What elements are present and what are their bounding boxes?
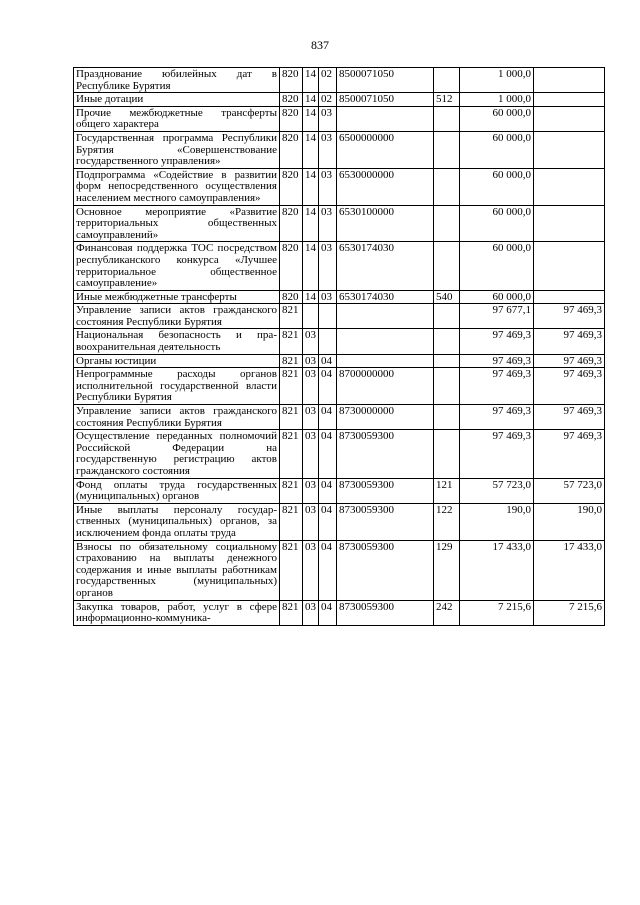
expense-type-cell: 122 bbox=[434, 503, 460, 540]
amount-first-cell: 1 000,0 bbox=[460, 68, 534, 93]
table-row bbox=[74, 131, 605, 168]
amount-second-cell: 97 469,3 bbox=[534, 329, 605, 354]
section-code-cell: 03 bbox=[303, 430, 319, 478]
ministry-code-cell: 821 bbox=[280, 354, 303, 368]
section-code-cell: 03 bbox=[303, 600, 319, 625]
expense-type-cell: 540 bbox=[434, 290, 460, 304]
target-article-cell: 8700000000 bbox=[337, 368, 434, 405]
amount-first-cell: 60 000,0 bbox=[460, 242, 534, 290]
amount-first-cell: 7 215,6 bbox=[460, 600, 534, 625]
subsection-code-cell: 04 bbox=[319, 368, 337, 405]
ministry-code-cell: 820 bbox=[280, 106, 303, 131]
section-code-cell: 03 bbox=[303, 540, 319, 600]
target-article-cell: 8730059300 bbox=[337, 430, 434, 478]
ministry-code-cell: 821 bbox=[280, 430, 303, 478]
expense-name-cell: Иные дотации bbox=[74, 93, 280, 107]
expense-name-cell: Иные межбюджетные трансферты bbox=[74, 290, 280, 304]
table-row bbox=[74, 93, 605, 107]
target-article-cell: 6530000000 bbox=[337, 168, 434, 205]
section-code-cell: 14 bbox=[303, 168, 319, 205]
table-row bbox=[74, 242, 605, 290]
target-article-cell: 8500071050 bbox=[337, 93, 434, 107]
ministry-code-cell: 820 bbox=[280, 242, 303, 290]
amount-first-cell: 190,0 bbox=[460, 503, 534, 540]
expense-type-cell bbox=[434, 68, 460, 93]
target-article-cell bbox=[337, 329, 434, 354]
target-article-cell bbox=[337, 106, 434, 131]
amount-first-cell: 97 677,1 bbox=[460, 304, 534, 329]
subsection-code-cell: 03 bbox=[319, 131, 337, 168]
amount-first-cell: 97 469,3 bbox=[460, 354, 534, 368]
amount-second-cell: 97 469,3 bbox=[534, 430, 605, 478]
subsection-code-cell: 04 bbox=[319, 405, 337, 430]
expense-type-cell bbox=[434, 354, 460, 368]
expense-name-cell: Закупка товаров, работ, услуг в сфере информационно-коммуника- bbox=[74, 600, 280, 625]
table-row bbox=[74, 478, 605, 503]
table-row bbox=[74, 368, 605, 405]
table-row bbox=[74, 540, 605, 600]
target-article-cell: 6530100000 bbox=[337, 205, 434, 242]
ministry-code-cell: 820 bbox=[280, 290, 303, 304]
ministry-code-cell: 821 bbox=[280, 329, 303, 354]
ministry-code-cell: 821 bbox=[280, 304, 303, 329]
expense-name-cell: Взносы по обязательному социальному страхованию на выплаты денежного содержания и иные выплаты работникам государственных (муниципальных) органов bbox=[74, 540, 280, 600]
amount-first-cell: 60 000,0 bbox=[460, 205, 534, 242]
target-article-cell: 6530174030 bbox=[337, 290, 434, 304]
subsection-code-cell: 04 bbox=[319, 354, 337, 368]
amount-second-cell: 97 469,3 bbox=[534, 354, 605, 368]
table-row bbox=[74, 68, 605, 93]
subsection-code-cell bbox=[319, 329, 337, 354]
amount-first-cell: 60 000,0 bbox=[460, 131, 534, 168]
table-row bbox=[74, 600, 605, 625]
amount-first-cell: 97 469,3 bbox=[460, 430, 534, 478]
expense-type-cell bbox=[434, 168, 460, 205]
expense-type-cell bbox=[434, 430, 460, 478]
expense-name-cell: Празднование юбилейных дат в Республике Бурятия bbox=[74, 68, 280, 93]
amount-second-cell bbox=[534, 131, 605, 168]
expense-name-cell: Государственная программа Республики Бурятия «Совершенствование государственного управления» bbox=[74, 131, 280, 168]
target-article-cell bbox=[337, 304, 434, 329]
ministry-code-cell: 821 bbox=[280, 368, 303, 405]
section-code-cell: 14 bbox=[303, 93, 319, 107]
table-row bbox=[74, 329, 605, 354]
table-row bbox=[74, 205, 605, 242]
amount-first-cell: 97 469,3 bbox=[460, 405, 534, 430]
amount-second-cell bbox=[534, 168, 605, 205]
subsection-code-cell: 04 bbox=[319, 600, 337, 625]
table-row bbox=[74, 290, 605, 304]
expense-type-cell bbox=[434, 205, 460, 242]
expense-type-cell bbox=[434, 304, 460, 329]
section-code-cell: 14 bbox=[303, 106, 319, 131]
expense-name-cell: Управление записи актов гражданского состояния Республики Бурятия bbox=[74, 304, 280, 329]
ministry-code-cell: 820 bbox=[280, 131, 303, 168]
budget-table bbox=[73, 67, 605, 626]
amount-first-cell: 97 469,3 bbox=[460, 329, 534, 354]
target-article-cell: 8730059300 bbox=[337, 478, 434, 503]
target-article-cell: 6530174030 bbox=[337, 242, 434, 290]
section-code-cell: 03 bbox=[303, 503, 319, 540]
target-article-cell: 8500071050 bbox=[337, 68, 434, 93]
ministry-code-cell: 821 bbox=[280, 540, 303, 600]
expense-type-cell bbox=[434, 242, 460, 290]
expense-name-cell: Осуществление переданных полномочий Российской Федерации на государственную регистрацию актов гражданского состояния bbox=[74, 430, 280, 478]
expense-name-cell: Фонд оплаты труда государственных (муниципальных) органов bbox=[74, 478, 280, 503]
table-row bbox=[74, 168, 605, 205]
amount-second-cell: 97 469,3 bbox=[534, 368, 605, 405]
table-row bbox=[74, 304, 605, 329]
amount-first-cell: 1 000,0 bbox=[460, 93, 534, 107]
expense-type-cell bbox=[434, 405, 460, 430]
table-body bbox=[74, 68, 605, 626]
subsection-code-cell: 04 bbox=[319, 478, 337, 503]
amount-first-cell: 17 433,0 bbox=[460, 540, 534, 600]
section-code-cell: 14 bbox=[303, 68, 319, 93]
subsection-code-cell: 04 bbox=[319, 430, 337, 478]
expense-name-cell: Иные выплаты персоналу государственных (муниципальных) органов, за исключением фонда оплаты труда bbox=[74, 503, 280, 540]
target-article-cell: 6500000000 bbox=[337, 131, 434, 168]
target-article-cell: 8730000000 bbox=[337, 405, 434, 430]
ministry-code-cell: 820 bbox=[280, 168, 303, 205]
expense-name-cell: Финансовая поддержка ТОС посредством республиканского конкурса «Лучшее территориальное общественное самоуправление» bbox=[74, 242, 280, 290]
subsection-code-cell: 03 bbox=[319, 168, 337, 205]
target-article-cell bbox=[337, 354, 434, 368]
amount-second-cell bbox=[534, 290, 605, 304]
table-row bbox=[74, 503, 605, 540]
section-code-cell: 14 bbox=[303, 242, 319, 290]
amount-second-cell: 97 469,3 bbox=[534, 405, 605, 430]
subsection-code-cell: 02 bbox=[319, 68, 337, 93]
expense-type-cell: 129 bbox=[434, 540, 460, 600]
expense-name-cell: Непрограммные расходы органов исполнительной государственной власти Республики Бурятия bbox=[74, 368, 280, 405]
amount-first-cell: 60 000,0 bbox=[460, 106, 534, 131]
expense-type-cell: 242 bbox=[434, 600, 460, 625]
amount-second-cell: 190,0 bbox=[534, 503, 605, 540]
expense-type-cell bbox=[434, 368, 460, 405]
ministry-code-cell: 820 bbox=[280, 93, 303, 107]
amount-first-cell: 57 723,0 bbox=[460, 478, 534, 503]
ministry-code-cell: 821 bbox=[280, 405, 303, 430]
amount-first-cell: 60 000,0 bbox=[460, 290, 534, 304]
expense-name-cell: Прочие межбюджетные трансферты общего характера bbox=[74, 106, 280, 131]
subsection-code-cell: 02 bbox=[319, 93, 337, 107]
subsection-code-cell: 04 bbox=[319, 503, 337, 540]
amount-second-cell: 97 469,3 bbox=[534, 304, 605, 329]
target-article-cell: 8730059300 bbox=[337, 600, 434, 625]
amount-second-cell bbox=[534, 106, 605, 131]
expense-name-cell: Органы юстиции bbox=[74, 354, 280, 368]
amount-second-cell: 57 723,0 bbox=[534, 478, 605, 503]
subsection-code-cell: 03 bbox=[319, 290, 337, 304]
amount-second-cell bbox=[534, 242, 605, 290]
amount-second-cell bbox=[534, 205, 605, 242]
expense-name-cell: Управление записи актов гражданского состояния Республики Бурятия bbox=[74, 405, 280, 430]
subsection-code-cell bbox=[319, 304, 337, 329]
section-code-cell bbox=[303, 304, 319, 329]
subsection-code-cell: 04 bbox=[319, 540, 337, 600]
amount-second-cell: 17 433,0 bbox=[534, 540, 605, 600]
section-code-cell: 03 bbox=[303, 368, 319, 405]
subsection-code-cell: 03 bbox=[319, 106, 337, 131]
expense-type-cell bbox=[434, 131, 460, 168]
amount-first-cell: 97 469,3 bbox=[460, 368, 534, 405]
expense-type-cell bbox=[434, 329, 460, 354]
expense-type-cell: 512 bbox=[434, 93, 460, 107]
table-row bbox=[74, 430, 605, 478]
section-code-cell: 03 bbox=[303, 329, 319, 354]
section-code-cell: 14 bbox=[303, 205, 319, 242]
amount-second-cell: 7 215,6 bbox=[534, 600, 605, 625]
amount-second-cell bbox=[534, 68, 605, 93]
expense-type-cell bbox=[434, 106, 460, 131]
ministry-code-cell: 821 bbox=[280, 600, 303, 625]
table-row bbox=[74, 106, 605, 131]
section-code-cell: 14 bbox=[303, 290, 319, 304]
page-number: 837 bbox=[311, 38, 329, 52]
amount-second-cell bbox=[534, 93, 605, 107]
subsection-code-cell: 03 bbox=[319, 242, 337, 290]
target-article-cell: 8730059300 bbox=[337, 503, 434, 540]
ministry-code-cell: 820 bbox=[280, 205, 303, 242]
expense-name-cell: Подпрограмма «Содействие в развитии форм непосредственного осуществления населением местного самоуправления» bbox=[74, 168, 280, 205]
table-row bbox=[74, 405, 605, 430]
ministry-code-cell: 820 bbox=[280, 68, 303, 93]
ministry-code-cell: 821 bbox=[280, 503, 303, 540]
section-code-cell: 03 bbox=[303, 478, 319, 503]
expense-name-cell: Национальная безопасность и правоохранительная деятельность bbox=[74, 329, 280, 354]
expense-name-cell: Основное мероприятие «Развитие территориальных общественных самоуправлений» bbox=[74, 205, 280, 242]
section-code-cell: 03 bbox=[303, 405, 319, 430]
target-article-cell: 8730059300 bbox=[337, 540, 434, 600]
table-row bbox=[74, 354, 605, 368]
ministry-code-cell: 821 bbox=[280, 478, 303, 503]
subsection-code-cell: 03 bbox=[319, 205, 337, 242]
section-code-cell: 03 bbox=[303, 354, 319, 368]
expense-type-cell: 121 bbox=[434, 478, 460, 503]
section-code-cell: 14 bbox=[303, 131, 319, 168]
amount-first-cell: 60 000,0 bbox=[460, 168, 534, 205]
